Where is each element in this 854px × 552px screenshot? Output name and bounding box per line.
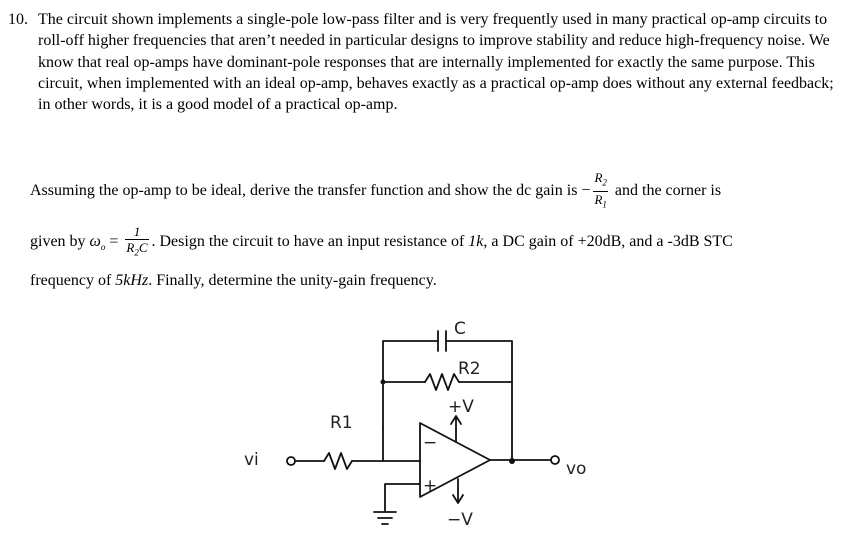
capacitor-plates: [438, 331, 446, 351]
frequency-value: 5kHz: [115, 272, 149, 289]
input-terminal: [287, 457, 295, 465]
output-label: vo: [566, 459, 587, 479]
capacitor-label: C: [454, 319, 466, 339]
problem-number: 10.: [8, 11, 28, 28]
problem-paragraph: The circuit shown implements a single-pole low-pass filter and is very frequently used in many practical op-amp circuits to roll-off higher frequencies that aren’t needed in particular designs to improve stability and reduce high-frequency noise. We know that real op-amps have dominant-pole responses that are internally implemented for exactly the same purpose. This circuit, when implemented with an ideal op-amp, behaves exactly as a practical op-amp does without any external feedback; in other words, it is a good model of a practical op-amp.: [38, 11, 834, 114]
pos-supply-label: +V: [448, 397, 474, 417]
omega-sub: o: [100, 242, 106, 253]
corner-denominator-tail: C: [138, 240, 148, 255]
output-junction: [509, 458, 515, 464]
inverting-node-wire: [383, 428, 420, 461]
feedback-junction: [381, 380, 386, 385]
gain-denominator-sub: 1: [602, 199, 607, 210]
r1-label: R1: [330, 413, 353, 433]
gain-denominator: R: [594, 191, 603, 207]
capacitor-wire-left: [383, 341, 438, 428]
corner-line-mid: . Design the circuit to have an input resistance of: [151, 232, 469, 250]
gain-numerator-sub: 2: [602, 177, 607, 188]
corner-numerator: 1: [125, 224, 148, 240]
r1-resistor: [324, 453, 352, 469]
equals-sign: =: [105, 232, 123, 250]
noninverting-wire: [385, 484, 420, 512]
corner-denominator-sub: 2: [134, 247, 139, 258]
neg-supply-label: −V: [447, 510, 473, 530]
output-terminal: [551, 456, 559, 464]
corner-line-after: , a DC gain of +20dB, and a -3dB STC: [483, 232, 733, 250]
frequency-line-prefix: frequency of: [30, 272, 116, 289]
r2-label: R2: [458, 359, 481, 379]
ground-symbol: [374, 512, 396, 524]
r2-resistor: [425, 374, 459, 390]
gain-line-after: and the corner is: [614, 181, 722, 199]
frequency-line-suffix: . Finally, determine the unity-gain frequency.: [148, 272, 437, 289]
omega-symbol: ω: [89, 232, 101, 250]
inverting-sign: −: [423, 433, 438, 453]
corner-line-text: given by: [30, 232, 90, 250]
corner-denominator: R: [126, 240, 135, 255]
gain-line-text: Assuming the op-amp to be ideal, derive the transfer function and show the dc gain is −: [30, 181, 591, 199]
input-label: vi: [244, 450, 259, 470]
input-resistance-value: 1k: [468, 232, 484, 250]
gain-numerator: R: [594, 170, 603, 185]
noninverting-sign: +: [423, 476, 438, 496]
